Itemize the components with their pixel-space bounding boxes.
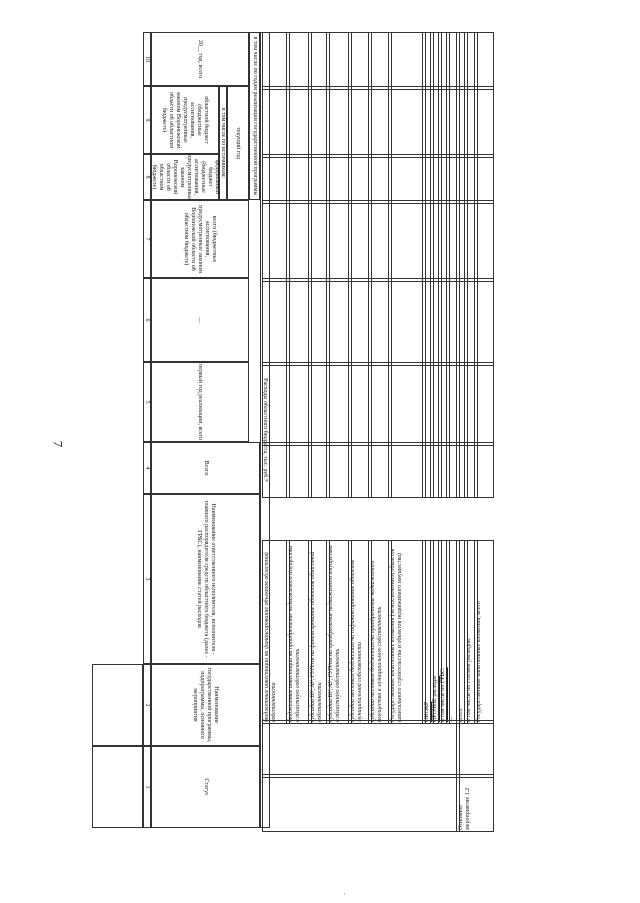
row-cell-total <box>388 442 426 498</box>
by-years-label: в том числе по годам реализации государственной программы <box>249 32 260 200</box>
row-cell-total-incl <box>388 200 426 282</box>
block1-status <box>92 746 143 828</box>
header-current-year: текущий год <box>227 86 249 200</box>
header-regional: областной бюджет (бюджетные ассигнования, предусмотренные законом Воронежской области об областном бюджете) <box>151 86 219 154</box>
num-7: 7 <box>143 200 151 278</box>
num-3: 3 <box>143 494 151 664</box>
row-label: Государственные капитальные вложения (за исключением объектов капитального строительства и объектов недвижимого имущества) <box>388 540 426 724</box>
block1-status-col <box>262 774 460 832</box>
row-cell-federal <box>474 154 494 204</box>
num-5: 5 <box>143 362 151 442</box>
block2-status: Основное мероприятие 1.2 <box>456 774 494 832</box>
num-1: 1 <box>143 746 151 828</box>
block1-program-col <box>262 720 460 778</box>
row-cell-total-incl <box>474 200 494 282</box>
expenses-table <box>92 32 270 828</box>
row-label: субсидии БУ, АУ, ГУП/ом на приобретение недвижимого имущества в областную собственность <box>326 540 352 724</box>
row-cell-regional <box>474 86 494 158</box>
table-body <box>262 32 498 828</box>
row-cell-first-year <box>474 362 494 446</box>
num-9: 9 <box>143 86 151 154</box>
row-cell-dots <box>474 278 494 366</box>
header-first-year: первый год реализации, всего <box>151 362 249 442</box>
header-year20: 20__ год, всего <box>151 32 249 86</box>
row-label: бюджетные инвестиции на приобретение недвижимого имущества в областную собственность <box>286 540 312 724</box>
header-status: Статус <box>151 746 260 828</box>
row-cell-dots <box>388 278 426 366</box>
row-label: НИОКР <box>422 540 434 724</box>
row-cell-total <box>474 442 494 498</box>
row-cell-federal <box>388 154 426 204</box>
row-label: ПРОЧИЕ расходы <box>430 540 442 724</box>
header-total: Всего <box>151 442 260 494</box>
block2-program-col <box>456 720 494 778</box>
header-sources: в том числе по источникам: <box>219 86 227 200</box>
row-label: субсидии местным бюджетам на приобретение недвижимого имущества в муниципальную собственность <box>368 540 392 724</box>
row-cell-year20 <box>388 32 426 90</box>
header-executor: Наименование ответственного исполнителя, исполнителя - главного распорядителя средств областного бюджета (далее - ГРБС), наименование статей расходов <box>151 494 260 664</box>
page-number: 7 <box>50 440 66 448</box>
row-label: субсидии местным бюджетам на софинансирование объектов муниципальной собственности <box>348 540 372 724</box>
row-cell-first-year <box>388 362 426 446</box>
expenses-title: Расходы областного бюджета, тыс. руб.* <box>260 32 270 828</box>
row-label: в том числе по ГРБС: <box>438 540 450 724</box>
num-8: 8 <box>143 154 151 200</box>
header-total-incl: всего (бюджетные ассигнования, предусмотренные законом Воронежской области об областном бюджете) <box>151 200 249 278</box>
row-label: субсидии БУ, АУ, ГУП/ом на финансирование объектов областной собственности <box>308 540 330 724</box>
header-federal: федеральный бюджет (бюджетные ассигнования, предусмотренные законом Воронежской области об областном бюджете) <box>151 154 220 200</box>
num-2: 2 <box>143 664 151 746</box>
header-dots: .... <box>151 278 249 362</box>
header-program: Наименование государственной программы, подпрограммы, основного мероприятия <box>151 664 260 746</box>
num-4: 4 <box>143 442 151 494</box>
row-label: в том числе по статьям расходов: <box>464 540 478 724</box>
scan-mark: ' <box>344 893 346 899</box>
num-6: 6 <box>143 278 151 362</box>
num-10: 10 <box>143 32 151 86</box>
row-cell-year20 <box>474 32 494 90</box>
row-label: бюджетные инвестиции на финансирование объектов областной собственности <box>262 540 290 724</box>
row-cell-regional <box>388 86 426 158</box>
row-label: Государственные капитальные вложения, всего <box>474 540 494 724</box>
block1-program <box>92 664 143 746</box>
row-label: всего <box>456 540 468 724</box>
row-label: .... <box>446 540 460 724</box>
